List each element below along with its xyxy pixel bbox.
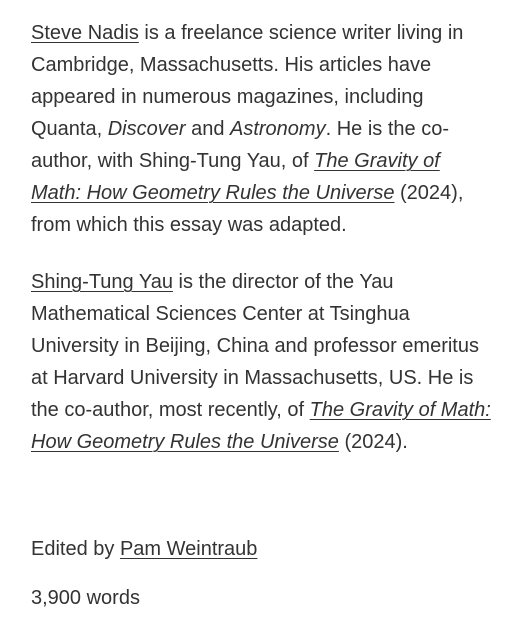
author-link-steve-nadis[interactable]: Steve Nadis bbox=[31, 22, 139, 44]
publication-astronomy: Astronomy bbox=[230, 118, 326, 140]
book-title: The Gravity of Math: How Geometry Rules the Universe bbox=[31, 150, 440, 204]
edited-by-label: Edited by bbox=[31, 538, 120, 560]
editor-link[interactable]: Pam Weintraub bbox=[119, 538, 258, 560]
bio-text: is the director of the Yau Mathematical Sciences Center at Tsinghua University in Beijing, China and professor emeritus at Harvard University in Massachusetts, US. He is the co-author, most recently, of bbox=[31, 271, 479, 421]
bio-text: . He is the co-author, with Shing-Tung Yau, of bbox=[31, 118, 449, 172]
bio-text: is a freelance science writer living in Cambridge, Massachusetts. His articles have appeared in numerous magazines, including Quanta, bbox=[31, 22, 464, 140]
author-bio-steve-nadis bbox=[31, 17, 491, 241]
author-link-shing-tung-yau[interactable]: Shing-Tung Yau bbox=[31, 271, 173, 293]
book-title: The Gravity of Math: How Geometry Rules the Universe bbox=[31, 399, 491, 453]
bio-text: (2024). bbox=[338, 431, 408, 453]
author-bio-shing-tung-yau bbox=[31, 266, 491, 458]
edited-by-line bbox=[31, 533, 257, 565]
bio-text: and bbox=[185, 118, 230, 140]
bio-text: (2024), from which this essay was adapted. bbox=[31, 182, 464, 236]
publication-discover: Discover bbox=[107, 118, 186, 140]
word-count: 3,900 words bbox=[31, 587, 140, 609]
